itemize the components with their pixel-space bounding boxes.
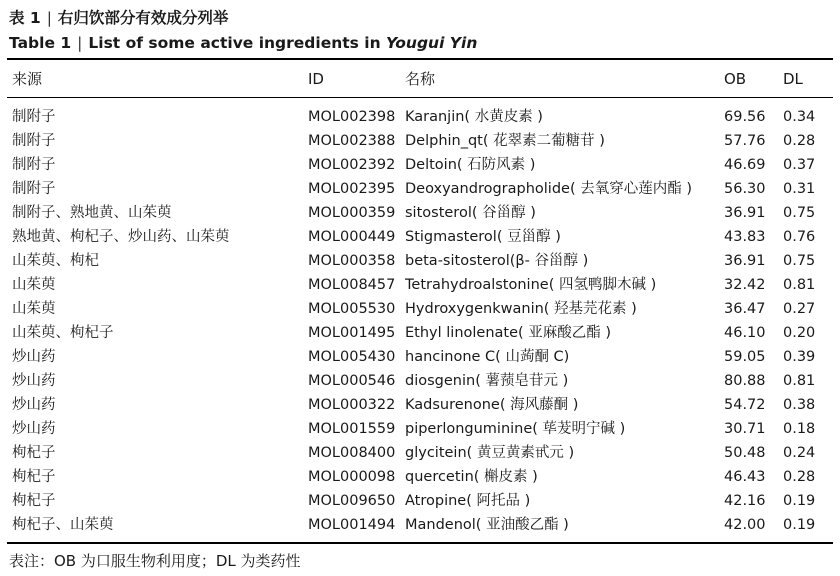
- cell-dl: 0.20: [783, 325, 816, 341]
- cell-name: Atropine( 阿托品 ): [405, 493, 531, 509]
- cell-id: MOL000322: [308, 397, 396, 413]
- cell-ob: 57.76: [724, 133, 766, 149]
- cell-source: 山茱萸、枸杞子: [12, 325, 114, 341]
- cell-id: MOL000546: [308, 373, 396, 389]
- table-row: [0, 321, 840, 345]
- cell-source: 山茱萸: [12, 301, 56, 317]
- header-id: ID: [308, 70, 324, 88]
- cell-dl: 0.34: [783, 109, 816, 125]
- cell-ob: 32.42: [724, 277, 766, 293]
- cell-dl: 0.31: [783, 181, 816, 197]
- cell-name: Ethyl linolenate( 亚麻酸乙酯 ): [405, 325, 612, 341]
- table-row: [0, 201, 840, 225]
- cell-name: beta-sitosterol(β- 谷甾醇 ): [405, 253, 589, 269]
- cell-id: MOL000449: [308, 229, 396, 245]
- table-row: [0, 465, 840, 489]
- cell-id: MOL001494: [308, 517, 396, 533]
- cell-ob: 42.16: [724, 493, 766, 509]
- header-ob: OB: [724, 70, 747, 88]
- cell-source: 枸杞子、山茱萸: [12, 517, 114, 533]
- cell-dl: 0.18: [783, 421, 816, 437]
- cell-name: Stigmasterol( 豆甾醇 ): [405, 229, 561, 245]
- cell-source: 枸杞子: [12, 493, 56, 509]
- caption-label-en: Table 1: [9, 34, 72, 52]
- cell-id: MOL002392: [308, 157, 396, 173]
- cell-source: 制附子: [12, 181, 56, 197]
- table-row: [0, 273, 840, 297]
- table-row: [0, 297, 840, 321]
- table-row: [0, 369, 840, 393]
- header-dl: DL: [783, 70, 803, 88]
- cell-name: sitosterol( 谷甾醇 ): [405, 205, 536, 221]
- cell-name: Karanjin( 水黄皮素 ): [405, 109, 543, 125]
- cell-dl: 0.28: [783, 469, 816, 485]
- cell-ob: 46.69: [724, 157, 766, 173]
- cell-name: Kadsurenone( 海风藤酮 ): [405, 397, 579, 413]
- cell-id: MOL008457: [308, 277, 396, 293]
- table-header-rule: [7, 97, 833, 98]
- cell-id: MOL000359: [308, 205, 396, 221]
- cell-source: 熟地黄、枸杞子、炒山药、山茱萸: [12, 229, 230, 245]
- table-row: [0, 177, 840, 201]
- cell-id: MOL001495: [308, 325, 396, 341]
- caption-separator-en: |: [77, 34, 83, 52]
- cell-ob: 56.30: [724, 181, 766, 197]
- table-row: [0, 153, 840, 177]
- caption-title-en-italic: Yougui Yin: [386, 34, 478, 52]
- table-row: [0, 393, 840, 417]
- cell-dl: 0.75: [783, 253, 816, 269]
- cell-source: 炒山药: [12, 373, 56, 389]
- table-row: [0, 441, 840, 465]
- cell-id: MOL000358: [308, 253, 396, 269]
- header-source: 来源: [12, 70, 43, 88]
- cell-id: MOL005430: [308, 349, 396, 365]
- cell-source: 山茱萸: [12, 277, 56, 293]
- cell-dl: 0.19: [783, 517, 816, 533]
- cell-dl: 0.76: [783, 229, 816, 245]
- cell-dl: 0.37: [783, 157, 816, 173]
- cell-source: 炒山药: [12, 421, 56, 437]
- caption-title-cn: 右归饮部分有效成分列举: [57, 9, 229, 27]
- table-caption-en: [9, 33, 477, 53]
- caption-label-cn: 表 1: [9, 9, 41, 27]
- cell-ob: 43.83: [724, 229, 766, 245]
- table-row: [0, 225, 840, 249]
- cell-ob: 46.43: [724, 469, 766, 485]
- cell-id: MOL002388: [308, 133, 396, 149]
- cell-dl: 0.75: [783, 205, 816, 221]
- cell-source: 炒山药: [12, 349, 56, 365]
- cell-name: Deoxyandrographolide( 去氧穿心莲内酯 ): [405, 181, 692, 197]
- cell-dl: 0.81: [783, 277, 816, 293]
- caption-title-en: List of some active ingredients in: [88, 34, 387, 52]
- cell-id: MOL002398: [308, 109, 396, 125]
- cell-source: 山茱萸、枸杞: [12, 253, 99, 269]
- cell-dl: 0.28: [783, 133, 816, 149]
- cell-dl: 0.38: [783, 397, 816, 413]
- table-row: [0, 105, 840, 129]
- table-row: [0, 513, 840, 537]
- table-row: [0, 345, 840, 369]
- cell-dl: 0.19: [783, 493, 816, 509]
- cell-name: Hydroxygenkwanin( 羟基芫花素 ): [405, 301, 637, 317]
- cell-id: MOL009650: [308, 493, 396, 509]
- cell-source: 制附子、熟地黄、山茱萸: [12, 205, 172, 221]
- table-bottom-rule: [7, 542, 833, 544]
- table-row: [0, 489, 840, 513]
- cell-source: 制附子: [12, 157, 56, 173]
- table-footnote: 表注：OB 为口服生物利用度；DL 为类药性: [9, 552, 301, 570]
- cell-ob: 30.71: [724, 421, 766, 437]
- header-name: 名称: [405, 70, 436, 88]
- cell-ob: 42.00: [724, 517, 766, 533]
- cell-source: 枸杞子: [12, 445, 56, 461]
- cell-id: MOL005530: [308, 301, 396, 317]
- cell-name: glycitein( 黄豆黄素甙元 ): [405, 445, 575, 461]
- cell-name: hancinone C( 山蒟酮 C): [405, 349, 570, 365]
- cell-id: MOL008400: [308, 445, 396, 461]
- cell-name: Delphin_qt( 花翠素二葡糖苷 ): [405, 133, 605, 149]
- cell-ob: 50.48: [724, 445, 766, 461]
- cell-name: Tetrahydroalstonine( 四氢鸭脚木碱 ): [405, 277, 657, 293]
- cell-source: 制附子: [12, 133, 56, 149]
- cell-ob: 54.72: [724, 397, 766, 413]
- cell-source: 炒山药: [12, 397, 56, 413]
- table-caption-cn: [9, 8, 228, 28]
- cell-ob: 36.47: [724, 301, 766, 317]
- cell-id: MOL002395: [308, 181, 396, 197]
- table-row: [0, 249, 840, 273]
- cell-ob: 69.56: [724, 109, 766, 125]
- table-top-rule: [7, 58, 833, 60]
- cell-source: 制附子: [12, 109, 56, 125]
- table-row: [0, 417, 840, 441]
- cell-dl: 0.39: [783, 349, 816, 365]
- cell-source: 枸杞子: [12, 469, 56, 485]
- cell-ob: 46.10: [724, 325, 766, 341]
- cell-name: Mandenol( 亚油酸乙酯 ): [405, 517, 569, 533]
- cell-id: MOL000098: [308, 469, 396, 485]
- cell-ob: 36.91: [724, 253, 766, 269]
- cell-dl: 0.81: [783, 373, 816, 389]
- cell-dl: 0.24: [783, 445, 816, 461]
- cell-id: MOL001559: [308, 421, 396, 437]
- cell-name: piperlonguminine( 荜茇明宁碱 ): [405, 421, 626, 437]
- cell-dl: 0.27: [783, 301, 816, 317]
- table-row: [0, 129, 840, 153]
- cell-name: Deltoin( 石防风素 ): [405, 157, 536, 173]
- cell-name: quercetin( 槲皮素 ): [405, 469, 538, 485]
- cell-name: diosgenin( 薯蓣皂苷元 ): [405, 373, 569, 389]
- cell-ob: 59.05: [724, 349, 766, 365]
- caption-separator: |: [46, 9, 52, 27]
- cell-ob: 80.88: [724, 373, 766, 389]
- cell-ob: 36.91: [724, 205, 766, 221]
